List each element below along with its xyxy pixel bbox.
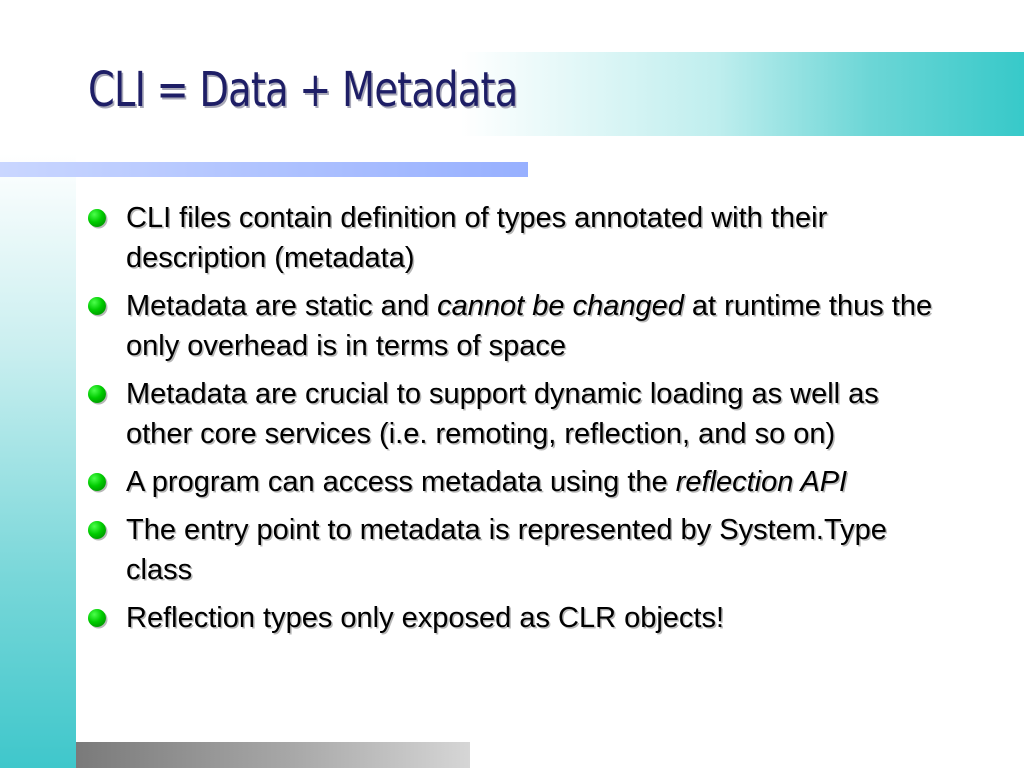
bullet-text-emphasis: reflection API <box>675 466 848 498</box>
bullet-item <box>86 462 946 502</box>
title-underline-bar <box>0 162 528 177</box>
footer-gradient-bar <box>76 742 470 768</box>
bullet-item <box>86 286 946 366</box>
bullet-text: Metadata are crucial to support dynamic loading as well as other core services (i.e. remoting, reflection, and so on) <box>126 378 879 450</box>
bullet-item <box>86 198 946 278</box>
bullet-dot-icon <box>88 473 106 491</box>
bullet-text: Reflection types only exposed as CLR objects! <box>126 602 725 634</box>
bullet-text-before: Metadata are static and <box>126 290 438 322</box>
bullet-text-emphasis: cannot be changed <box>437 290 684 322</box>
bullet-dot-icon <box>88 521 106 539</box>
bullet-list <box>86 198 946 646</box>
slide-title: CLI = Data + Metadata <box>88 62 518 118</box>
bullet-text: CLI files contain definition of types annotated with their description (metadata) <box>126 202 828 274</box>
bullet-text-before: A program can access metadata using the <box>126 466 676 498</box>
bullet-item <box>86 374 946 454</box>
bullet-dot-icon <box>88 297 106 315</box>
bullet-dot-icon <box>88 385 106 403</box>
bullet-dot-icon <box>88 609 106 627</box>
title-band-mask <box>0 52 76 136</box>
bullet-text-after: at runtime thus the only overhead is in terms of space <box>126 290 933 362</box>
bullet-dot-icon <box>88 209 106 227</box>
bullet-item <box>86 510 946 590</box>
bullet-item <box>86 598 946 638</box>
bullet-text: The entry point to metadata is represented by System.Type class <box>126 514 887 586</box>
